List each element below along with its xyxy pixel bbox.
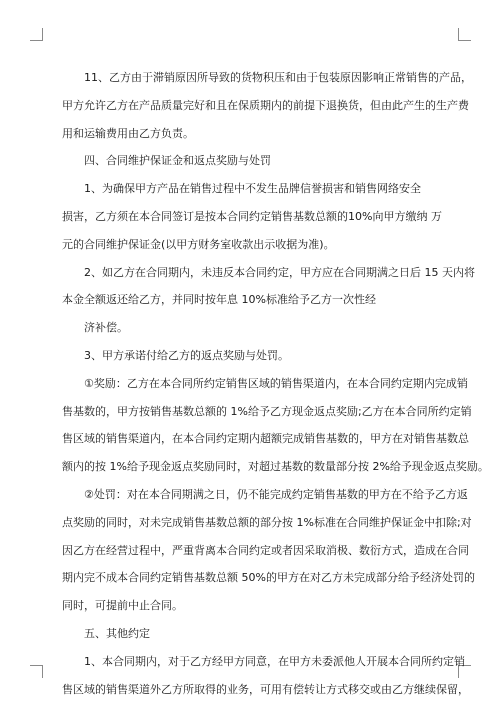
text-line: 售区域的销售渠道内，在本合同约定期内超额完成销售基数的，甲方在对销售基数总 xyxy=(62,432,469,446)
text-line: 元的合同维护保证金(以甲方财务室收款出示收据为准)。 xyxy=(62,237,335,251)
text-line: 损害，乙方须在本合同签订是按本合同约定销售基数总额的10%向甲方缴纳 万 xyxy=(62,209,442,223)
text-line: 济补偿。 xyxy=(84,321,128,335)
text-line: ①奖励：乙方在本合同所约定销售区域的销售渠道内，在本合同约定期内完成销 xyxy=(84,376,468,390)
paragraph-s5-1 xyxy=(62,648,469,704)
text-line: 点奖励的同时，对未完成销售基数总额的部分按 1%标准在合同维护保证金中扣除;对 xyxy=(62,515,472,529)
text-line: 售基数的，甲方按销售基数总额的 1%给予乙方现金返点奖励;乙方在本合同所约定销 xyxy=(62,404,472,418)
paragraph-s4-3 xyxy=(62,342,444,370)
paragraph-s4-1b xyxy=(62,203,444,259)
text-line: ②处罚：对在本合同期满之日，仍不能完成约定销售基数的甲方在不给予乙方返 xyxy=(84,487,468,501)
text-line: 因乙方在经营过程中，严重背离本合同约定或者因采取消极、数衍方式，造成在合同 xyxy=(62,543,469,557)
text-line: 2、如乙方在合同期内，未违反本合同约定，甲方应在合同期满之日后 15 天内将 xyxy=(84,265,475,279)
text-line: 本金全额返还给乙方，并同时按年息 10%标准给予乙方一次性经 xyxy=(62,293,376,307)
text-line: 同时，可提前中止合同。 xyxy=(62,599,183,613)
document-body xyxy=(62,64,489,703)
text-line: 额内的按 1%给予现金返点奖励同时，对超过基数的数量部分按 2%给予现金返点奖励。 xyxy=(62,460,489,474)
text-line: 3、甲方承诺付给乙方的返点奖励与处罚。 xyxy=(84,348,289,362)
paragraph-s4-3-1 xyxy=(62,370,489,481)
text-line: 1、本合同期内，对于乙方经甲方同意，在甲方未委派他人开展本合同所约定销 xyxy=(84,654,465,668)
text-line: 五、其他约定 xyxy=(84,626,150,640)
text-line: 期内完不成本合同约定销售基数总额 50%的甲方在对乙方未完成部分给予经济处罚的 xyxy=(62,571,475,585)
crop-mark-top-right xyxy=(458,28,471,41)
paragraph-section-5 xyxy=(62,620,444,648)
paragraph-p11 xyxy=(62,64,472,147)
paragraph-section-4 xyxy=(62,147,444,175)
paragraph-s4-2 xyxy=(62,259,475,315)
text-line: 四、合同维护保证金和返点奖励与处罚 xyxy=(84,154,271,168)
paragraph-s4-3-2 xyxy=(62,481,475,620)
text-line: 售区域的销售渠道外乙方所取得的业务，可用有偿转让方式移交或由乙方继续保留， xyxy=(62,682,469,696)
text-line: 甲方允许乙方在产品质量完好和且在保质期内的前提下退换货，但由此产生的生产费 xyxy=(62,98,469,112)
paragraph-s4-1 xyxy=(62,175,444,203)
text-line: 用和运输费用由乙方负责。 xyxy=(62,126,194,140)
crop-mark-bottom-left xyxy=(30,665,43,678)
text-line: 11、乙方由于滞销原因所导致的货物积压和由于包装原因影响正常销售的产品， xyxy=(84,71,472,84)
paragraph-s4-2b xyxy=(62,314,444,342)
text-line: 1、为确保甲方产品在销售过程中不发生品牌信誉损害和销售网络安全 xyxy=(84,182,421,196)
crop-mark-top-left xyxy=(30,28,43,41)
